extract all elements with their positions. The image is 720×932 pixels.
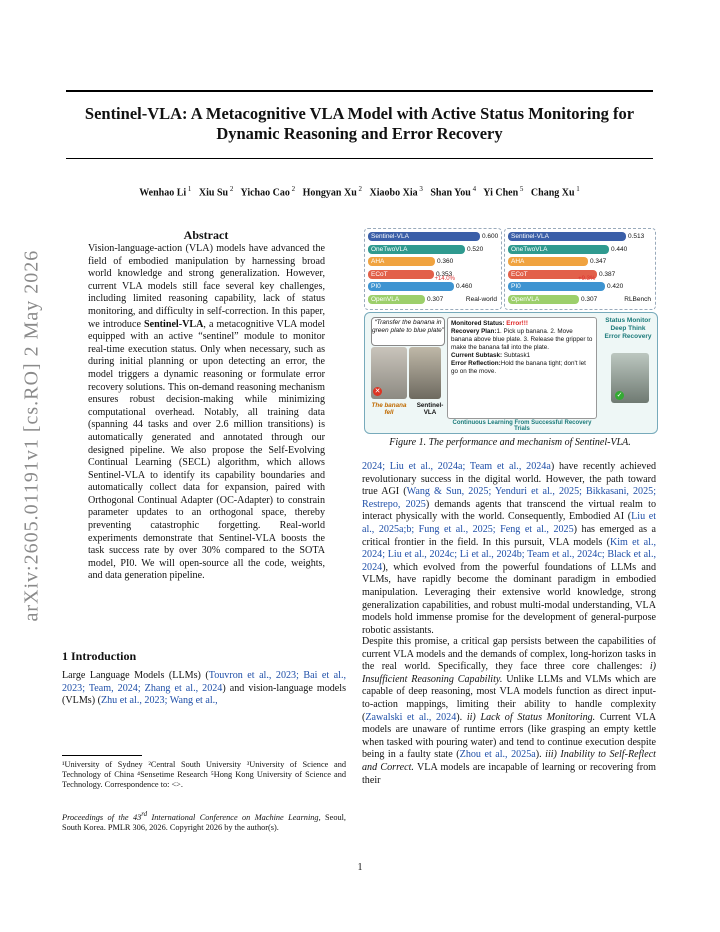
abstract-model-name: Sentinel-VLA: [143, 318, 204, 330]
bar-pi0: PI0: [508, 282, 605, 291]
body-text: ) demands agents that transcend the virtual realm to interact physically with the world. Consequently, Embodied AI (: [362, 498, 656, 523]
footnote-proceedings: Proceedings of the 43rd International Conference on Machine Learning, Seoul, South Korea. PMLR 306, 2026. Copyright 2026 by the author(s).: [62, 811, 347, 832]
monitored-value: Error!!!: [506, 320, 528, 327]
body-text: ) have recently achieved revolutionary success in the digital world. However, the path toward true AGI (: [362, 461, 656, 498]
arxiv-stamp: arXiv:2605.01191v1 [cs.RO] 2 May 2026: [20, 249, 43, 622]
error-icon: ✕: [374, 387, 381, 395]
bar-value-label: 0.513: [628, 233, 645, 240]
bar-value-label: 0.600: [482, 233, 499, 240]
reflection-value: Hold the banana tight; don't let go on the move.: [451, 360, 586, 375]
citation-link[interactable]: Liu et al., 2025a;b; Fung et al., 2025; Feng et al., 2025: [362, 511, 656, 535]
body-text: Large Language Models (LLMs) (: [62, 670, 209, 681]
bar-value-label: 0.440: [611, 245, 628, 253]
footnote-rule: [62, 755, 142, 756]
author-affiliation-mark: 2: [356, 185, 363, 193]
page-number: 1: [357, 862, 363, 873]
title-rule-top: [66, 90, 653, 92]
author-affiliation-mark: 1: [186, 185, 192, 193]
author-affiliation-mark: 2: [289, 185, 296, 193]
bar-aha: AHA: [368, 257, 435, 266]
body-text: Current VLA models are unaware of runtime errors (like grasping an empty kettle when tasked with pouring water) and tend to continue execution despite being in a faulty state (: [362, 711, 656, 761]
intro-right-paragraph-1: [362, 461, 656, 637]
recovery-plan-label: Recovery Plan:: [451, 328, 497, 335]
bar-value-label: 0.520: [467, 245, 484, 253]
body-text: ) and vision-language models (VLMs) (: [62, 682, 347, 707]
instruction-bubble: “Transfer the banana in green plate to blue plate”: [371, 317, 445, 346]
monitored-label: Monitored Status:: [451, 320, 505, 327]
figure-caption-text: Figure 1. The performance and mechanism of Sentinel-VLA.: [389, 437, 631, 448]
bar-value-label: 0.420: [607, 283, 624, 290]
figure-caption: [364, 437, 656, 448]
continual-learning-banner: Continuous Learning From Successful Recovery Trials: [452, 420, 592, 432]
model-label: Sentinel-VLA: [416, 402, 444, 416]
body-text: Despite this promise, a critical gap persists between the capabilities of current VLA models and the demands of complex, long-horizon tasks in the real world. Specifically, they face three core challenges:: [362, 636, 656, 673]
body-text: ).: [456, 711, 467, 723]
bar-onetwovla: OneTwoVLA: [368, 245, 465, 254]
body-text: Unlike LLMs and VLMs which are capable of deep reasoning, most VLA models function as direct input-to-action mappings, limiting their ability to handle complexity (: [362, 673, 656, 723]
paper-title: Sentinel-VLA: A Metacognitive VLA Model with Active Status Monitoring for Dynamic Reasoning and Error Recovery: [84, 104, 635, 143]
abstract-body: [88, 243, 325, 583]
body-text: VLA models are incapable of learning or recovering from their: [362, 761, 657, 786]
body-text: ) has emerged as a critical frontier in the field. In this pursuit, VLA models (: [362, 523, 656, 548]
intro-right-paragraph-2: [362, 636, 656, 787]
intro-left-paragraph: [62, 670, 346, 708]
body-text: ), which evolved from the powerful foundations of LLMs and VLMs, have rapidly become the dominant paradigm in embodied manipulation. Leveraging their extensive world knowledge, strong generalization capabilities, and robust multi-modal understanding, VLA models hold immense promise for the development of general-purpose robotic assistants.: [362, 561, 656, 636]
author-affiliation-mark: 5: [518, 185, 524, 193]
recovery-plan-text: 1. Pick up banana. 2. Move banana above blue plate. 3. Release the gripper to make the banana fall into the plate.: [451, 328, 593, 351]
panel-real-world: [364, 228, 502, 310]
bar-ecot: ECoT: [368, 270, 434, 279]
author-affiliation-mark: 2: [228, 185, 234, 193]
body-text: ).: [535, 749, 546, 761]
author-name: Xiaobo Xia: [369, 187, 418, 199]
author-name: Yi Chen: [483, 187, 519, 199]
bar-value-label: 0.353: [436, 270, 453, 278]
bar-pi0: PI0: [368, 282, 454, 291]
mechanism-panel: [364, 312, 658, 434]
author-affiliation-mark: 4: [470, 185, 477, 193]
author-name: Shan You: [430, 187, 471, 199]
abstract-text-post: , a metacognitive VLA model equipped with an active “sentinel” module to monitor real-time execution status. Only when necessary, such as during initial planning or upon detecting an error, the model triggers a dynamic reasoning or formulate error recovery solutions. This on-demand reasoning mechanism ensures robust decision-making while minimizing computational overhead. Notably, all training data (spanning 44 tasks and over 2.6 million transitions) is automatically generated and annotated through our designed pipeline. We also propose the Self-Evolving Continual Learning (SECL) algorithm, which allows Sentinel-VLA to identify its capability boundaries and automatically collect data for expansion, paired with Orthogonal Continual Adapter (OC-Adapter) to constrain parameter updates to an orthogonal space, thereby preventing catastrophic forgetting. Real-world experiments demonstrate that Sentinel-VLA boosts the task success rate by over 30% compared to the SOTA model, PI0. We will open-source all the code, weights, and data generation pipeline.: [88, 318, 325, 582]
bar-sentinel-vla: Sentinel-VLA: [508, 232, 626, 241]
body-text: i) Insufficient Reasoning Capability.: [362, 661, 656, 685]
bar-openvla: OpenVLA: [508, 295, 579, 304]
status-monitor-title: Status Monitor: [605, 317, 651, 324]
body-text: iii) Inability to Self-Reflect and Correct.: [362, 749, 656, 773]
bar-value-label: 0.307: [581, 295, 598, 303]
section-heading-introduction: 1 Introduction: [62, 649, 137, 663]
author-name: Hongyan Xu: [302, 187, 357, 199]
bar-openvla: OpenVLA: [368, 295, 425, 304]
figure-1: [364, 228, 656, 435]
citation-link[interactable]: Zawalski et al., 2024: [365, 711, 457, 723]
abstract-text-pre: Vision-language-action (VLA) models have advanced the field of embodied manipulation by harnessing broad world knowledge and strong generalization. However, current VLA models still face several key challenges, including limited reasoning capability, lack of status monitoring, and difficulty in self-correction. In this paper, we introduce: [88, 243, 325, 330]
citation-link[interactable]: 2024; Liu et al., 2024a; Team et al., 2024a: [362, 461, 551, 472]
fell-label: The banana fell: [371, 402, 407, 416]
panel-label: RLBench: [624, 296, 651, 303]
robot-closeup-image: [409, 347, 441, 399]
subtask-label: Current Subtask:: [451, 352, 503, 359]
author-name: Wenhao Li: [139, 187, 187, 199]
bar-value-label: 0.360: [437, 258, 454, 265]
panel-rlbench: [504, 228, 656, 310]
bar-sentinel-vla: Sentinel-VLA: [368, 232, 480, 241]
author-name: Yichao Cao: [240, 187, 290, 199]
citation-link[interactable]: Wang & Sun, 2025; Yenduri et al., 2025; Bikkasani, 2025; Restrepo, 2025: [362, 486, 656, 510]
citation-link[interactable]: Kim et al., 2024; Liu et al., 2024c; Li et al., 2024b; Team et al., 2024c; Black et al., 2024: [362, 536, 656, 573]
citation-link[interactable]: Touvron et al., 2023; Bai et al., 2023; Team, 2024; Zhang et al., 2024: [62, 670, 347, 694]
citation-link[interactable]: Zhou et al., 2025a: [459, 749, 536, 761]
bar-value-label: 0.347: [590, 258, 607, 265]
author-name: Xiu Su: [198, 187, 229, 199]
author-affiliation-mark: 3: [417, 185, 423, 193]
body-text: ii) Lack of Status Monitoring.: [466, 711, 596, 723]
gain-label: +9.3%: [578, 276, 596, 282]
bar-value-label: 0.387: [599, 270, 616, 278]
author-affiliation-mark: 1: [574, 185, 580, 193]
author-name: Chang Xu: [530, 187, 575, 199]
citation-link[interactable]: Zhu et al., 2023; Wang et al.,: [100, 695, 218, 707]
bar-ecot: ECoT: [508, 270, 597, 279]
bar-value-label: 0.307: [427, 295, 444, 303]
footnote-affiliations: ¹University of Sydney ²Central South University ³University of Science and Technology of China ⁴Sensetime Research ⁵Hong Kong University of Science and Technology. Correspondence to: <>.: [62, 760, 346, 790]
bar-aha: AHA: [508, 257, 588, 266]
reflection-label: Error Reflection:: [451, 360, 501, 367]
success-icon: ✓: [616, 391, 623, 399]
author-list: [66, 185, 653, 198]
panel-label: Real-world: [465, 296, 497, 303]
bar-onetwovla: OneTwoVLA: [508, 245, 609, 254]
gain-label: +14.0%: [434, 276, 455, 282]
title-rule-bottom: [66, 158, 653, 159]
abstract-heading: Abstract: [183, 228, 229, 242]
subtask-value: Subtask1: [503, 352, 531, 359]
status-card: [447, 317, 597, 419]
bar-value-label: 0.460: [456, 283, 473, 290]
deep-think-label: Deep Think Error Recovery: [604, 325, 652, 340]
